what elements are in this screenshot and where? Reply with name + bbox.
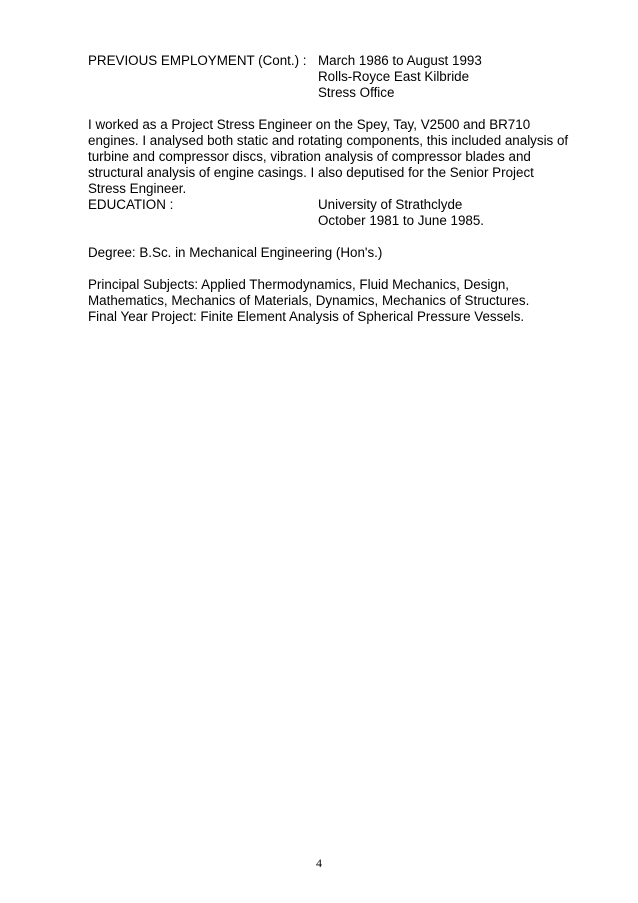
description-line: engines. I analysed both static and rotating components, this included analysis of — [88, 133, 569, 148]
employment-description — [88, 117, 569, 197]
education-institution: University of Strathclyde — [318, 197, 463, 212]
employment-details — [318, 53, 482, 101]
subjects-line: Mathematics, Mechanics of Materials, Dynamics, Mechanics of Structures. — [88, 293, 530, 308]
page-number: 4 — [316, 856, 322, 870]
employment-department: Stress Office — [318, 85, 395, 100]
description-line: turbine and compressor discs, vibration analysis of compressor blades and — [88, 149, 531, 164]
education-dates: October 1981 to June 1985. — [318, 213, 485, 228]
degree-line: Degree: B.Sc. in Mechanical Engineering (Hon's.) — [88, 245, 383, 260]
employment-employer: Rolls-Royce East Kilbride — [318, 69, 470, 84]
subjects-line: Principal Subjects: Applied Thermodynamics, Fluid Mechanics, Design, — [88, 277, 510, 292]
employment-label: PREVIOUS EMPLOYMENT (Cont.) : — [88, 53, 307, 68]
description-line: structural analysis of engine casings. I also deputised for the Senior Project — [88, 165, 534, 180]
description-line: Stress Engineer. — [88, 181, 187, 196]
education-label: EDUCATION : — [88, 197, 174, 212]
education-details — [318, 197, 484, 229]
employment-dates: March 1986 to August 1993 — [318, 53, 482, 68]
final-project-line: Final Year Project: Finite Element Analysis of Spherical Pressure Vessels. — [88, 309, 525, 324]
description-line: I worked as a Project Stress Engineer on the Spey, Tay, V2500 and BR710 — [88, 117, 531, 132]
degree-section — [88, 245, 558, 261]
subjects-section — [88, 277, 558, 325]
